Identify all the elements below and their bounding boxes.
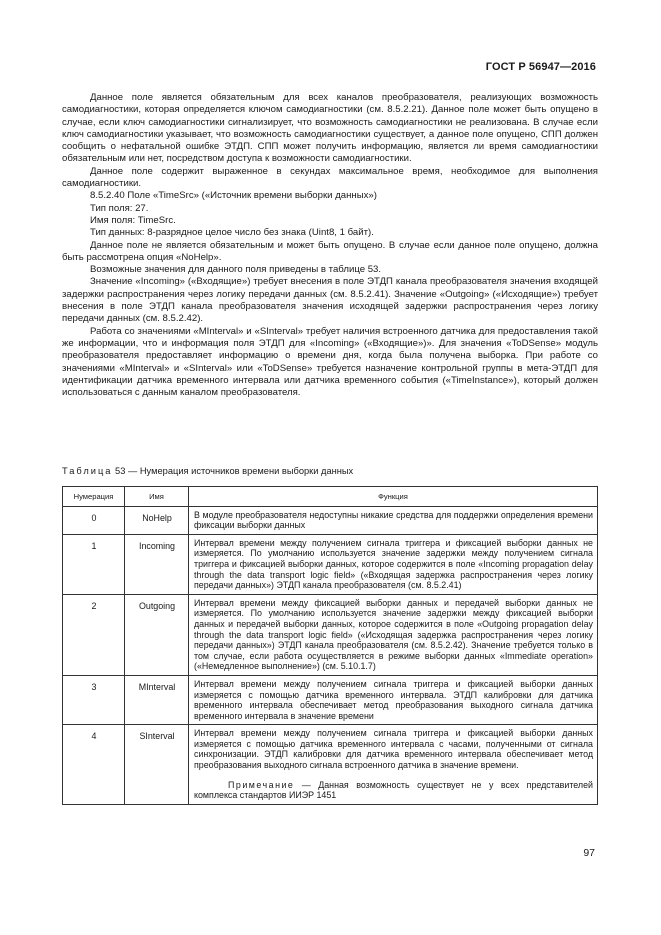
note-text: — Данная возможность существует не у всех представителей комплекса стандартов ИИЭР 1451 <box>194 779 593 801</box>
cell-number: 1 <box>63 534 125 594</box>
table-row <box>63 725 598 805</box>
table-header-row <box>63 487 598 507</box>
table-row <box>63 594 598 675</box>
cell-number: 2 <box>63 594 125 675</box>
cell-number: 0 <box>63 506 125 534</box>
paragraph: Тип поля: 27. <box>90 202 149 214</box>
cell-function: Интервал времени между получением сигнала триггера и фиксацией выборки данных не измеряется. По умолчанию используется значение задержки между получением сигнала триггера и фиксацией выборки данных, которое содержится в поле «Incoming propagation delay through the data transport logic field» («Входящая задержка распространения через логику передачи данных») ЭТДП канала преобразователя (см. 8.5.2.41) <box>189 534 598 594</box>
table-note <box>194 780 593 801</box>
table-caption-text: 53 — Нумерация источников времени выборки данных <box>112 466 354 476</box>
paragraph: Данное поле содержит выраженное в секундах максимальное время, необходимое для выполнения самодиагностики. <box>62 165 598 190</box>
cell-function <box>189 725 598 805</box>
cell-name: SInterval <box>125 725 189 805</box>
cell-function: Интервал времени между фиксацией выборки данных и передачей выборки данных не измеряется. По умолчанию используется значение задержки между фиксацией выборки данных и передачей выборки данных, которое содержится в поле «Outgoing propagation delay through the data transport logic field» («Исходящая задержка распространения через логику передачи данных») ЭТДП канала преобразователя (см. 8.5.2.42). Значение требуется только в том случае, если работа осуществляется в режиме выборки данных «Immediate operation» («Немедленное выполнение») (см. 5.10.1.7) <box>189 594 598 675</box>
cell-number: 3 <box>63 675 125 724</box>
section-heading: 8.5.2.40 Поле «TimeSrc» («Источник времени выборки данных») <box>90 190 377 202</box>
standard-header: ГОСТ Р 56947—2016 <box>485 61 596 73</box>
paragraph: Значение «Incoming» («Входящие») требует внесения в поле ЭТДП канала преобразователя значения входящей задержки распространения через логику передачи данных (см. 8.5.2.41). Значение «Outgoing» («Исходящие») требует внесения в поле ЭТДП канала преобразователя значения исходящей задержки распространения через логику передачи данных (см. 8.5.2.42). <box>62 276 598 325</box>
cell-function: В модуле преобразователя недоступны никакие средства для поддержки определения времени фиксации выборки данных <box>189 506 598 534</box>
cell-function: Интервал времени между получением сигнала триггера и фиксацией выборки данных измеряется с помощью датчика временного интервала. ЭТДП калибровки для датчика временного интервала обеспечивает метод преобразования выходного сигнала датчика временного интервала в значение времени <box>189 675 598 724</box>
column-header-function: Функция <box>189 487 598 507</box>
table-row <box>63 506 598 534</box>
table-caption <box>62 466 353 476</box>
cell-function-text: Интервал времени между получением сигнала триггера и фиксацией выборки данных измеряется с помощью датчика временного интервала с часами, полученными от сигнала синхронизации. ЭТДП калибровки для датчика временного интервала обеспечивает метод преобразования выходного сигнала встроенного датчика в значение времени. <box>194 728 593 771</box>
table-row <box>63 534 598 594</box>
body-text <box>62 92 598 399</box>
paragraph: Возможные значения для данного поля приведены в таблице 53. <box>90 264 382 276</box>
paragraph: Работа со значениями «MInterval» и «SInterval» требует наличия встроенного датчика для предоставления такой же информации, что и информация поля ЭТДП для «Incoming» («Входящие»)». Для значения «ToDSense» модуль преобразователя предоставляет информацию о времени дня, когда была получена выборка. При работе со значениями «MInterval» и «SInterval» или «ToDSense» требуется назначение контрольной группы в мета-ЭТДП для идентификации датчика временного интервала или датчика временного события («TimeInstance»), который должен использоваться с данным каналом преобразователя. <box>62 325 598 399</box>
cell-number: 4 <box>63 725 125 805</box>
paragraph: Тип данных: 8-разрядное целое число без знака (Uint8, 1 байт). <box>90 227 374 239</box>
cell-name: Outgoing <box>125 594 189 675</box>
column-header-name: Имя <box>125 487 189 507</box>
paragraph: Имя поля: TimeSrc. <box>90 214 176 226</box>
table-caption-label: Таблица <box>62 466 113 476</box>
paragraph: Данное поле является обязательным для всех каналов преобразователя, реализующих возможность самодиагностики, которая определяется ключом самодиагностики (см. 8.5.2.21). Данное поле может быть опущено в случае, если ключ самодиагностики сигнализирует, что возможность самодиагностики не реализована. В случае если ключ самодиагностики указывает, что возможность самодиагностики существует, а данное поле опущено, СПП должен сообщить о нефатальной ошибке ЭТДП. СПП может получить информацию, является ли время самодиагностики обязательным или нет, посредством доступа к возможности самодиагностики. <box>62 92 598 165</box>
cell-name: Incoming <box>125 534 189 594</box>
paragraph: Данное поле не является обязательным и может быть опущено. В случае если данное поле опущено, должна быть рассмотрена опция «NoHelp». <box>62 239 598 263</box>
note-label: Примечание <box>228 779 295 790</box>
time-source-table <box>62 486 598 805</box>
cell-name: NoHelp <box>125 506 189 534</box>
column-header-number: Нумерация <box>63 487 125 507</box>
table-row <box>63 675 598 724</box>
page-number: 97 <box>583 847 595 859</box>
cell-name: MInterval <box>125 675 189 724</box>
